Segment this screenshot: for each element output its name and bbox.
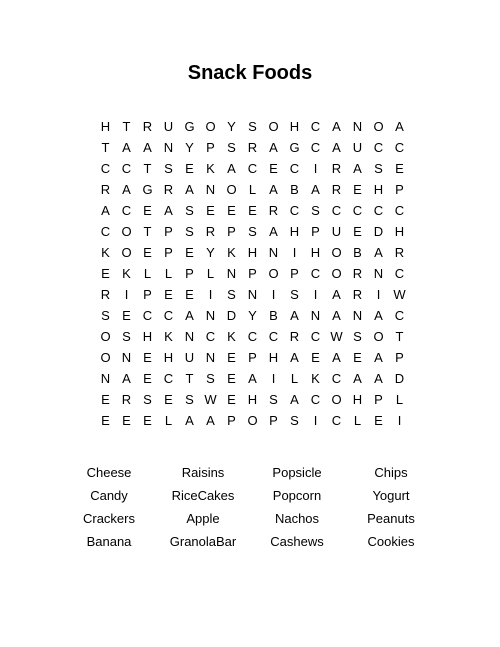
grid-letter: P — [248, 266, 257, 281]
word-list-item: Banana — [86, 534, 132, 549]
grid-letter: B — [353, 245, 362, 260]
grid-letter: C — [121, 161, 132, 176]
grid-letter: N — [226, 266, 237, 281]
grid-letter: R — [142, 119, 153, 134]
grid-letter: S — [164, 161, 173, 176]
grid-letter: E — [227, 203, 236, 218]
grid-letter: C — [121, 203, 132, 218]
grid-letter: S — [248, 224, 257, 239]
grid-letter: E — [101, 266, 110, 281]
word-list-item: Nachos — [274, 511, 320, 526]
grid-letter: A — [290, 308, 299, 323]
grid-letter: W — [330, 329, 343, 344]
grid-letter: I — [313, 287, 318, 302]
grid-letter: A — [353, 371, 362, 386]
page-title: Snack Foods — [187, 62, 313, 84]
grid-letter: K — [164, 329, 173, 344]
grid-letter: H — [142, 329, 153, 344]
grid-letter: R — [352, 287, 363, 302]
grid-letter: E — [227, 392, 236, 407]
grid-letter: G — [289, 140, 300, 155]
grid-letter: Y — [206, 245, 215, 260]
grid-letter: K — [206, 161, 215, 176]
grid-letter: A — [311, 182, 320, 197]
grid-letter: I — [271, 371, 276, 386]
grid-letter: R — [268, 203, 279, 218]
grid-letter: H — [373, 182, 384, 197]
grid-letter: E — [122, 308, 131, 323]
grid-letter: O — [226, 182, 237, 197]
grid-letter: E — [206, 203, 215, 218]
grid-letter: E — [185, 287, 194, 302]
grid-letter: N — [205, 308, 216, 323]
grid-letter: O — [373, 119, 384, 134]
grid-letter: H — [289, 224, 300, 239]
grid-letter: L — [143, 266, 152, 281]
grid-letter: A — [248, 371, 257, 386]
grid-letter: O — [100, 350, 111, 365]
grid-letter: O — [331, 392, 342, 407]
grid-letter: K — [227, 245, 236, 260]
grid-letter: P — [248, 350, 257, 365]
grid-letter: U — [163, 119, 174, 134]
grid-letter: C — [394, 203, 405, 218]
grid-letter: W — [393, 287, 406, 302]
grid-letter: H — [352, 392, 363, 407]
grid-letter: R — [352, 266, 363, 281]
grid-letter: O — [121, 224, 132, 239]
grid-letter: C — [100, 224, 111, 239]
grid-letter: K — [122, 266, 131, 281]
grid-letter: E — [185, 245, 194, 260]
grid-letter: S — [185, 224, 194, 239]
grid-letter: R — [121, 392, 132, 407]
grid-letter: S — [290, 287, 299, 302]
grid-letter: B — [269, 308, 278, 323]
grid-letter: N — [310, 308, 321, 323]
grid-letter: P — [395, 350, 404, 365]
word-list-item: Cashews — [270, 534, 324, 549]
grid-letter: E — [143, 371, 152, 386]
grid-letter: Y — [227, 119, 236, 134]
grid-letter: A — [227, 161, 236, 176]
grid-letter: S — [290, 413, 299, 428]
word-list-item: Cheese — [86, 465, 132, 480]
grid-letter: E — [311, 350, 320, 365]
grid-letter: A — [185, 413, 194, 428]
grid-letter: N — [205, 350, 216, 365]
grid-letter: P — [227, 224, 236, 239]
grid-letter: C — [142, 308, 153, 323]
grid-letter: P — [206, 140, 215, 155]
grid-letter: P — [164, 224, 173, 239]
grid-letter: A — [269, 182, 278, 197]
grid-letter: K — [311, 371, 320, 386]
grid-letter: H — [163, 350, 174, 365]
grid-letter: S — [101, 308, 110, 323]
word-list-item: Raisins — [181, 465, 225, 480]
grid-letter: C — [289, 203, 300, 218]
grid-letter: H — [394, 224, 405, 239]
grid-letter: I — [292, 245, 297, 260]
grid-letter: R — [289, 329, 300, 344]
grid-letter: P — [143, 287, 152, 302]
grid-letter: L — [164, 266, 173, 281]
grid-letter: S — [374, 161, 383, 176]
grid-letter: A — [206, 413, 215, 428]
grid-letter: P — [311, 224, 320, 239]
grid-letter: E — [227, 350, 236, 365]
grid-letter: C — [247, 329, 258, 344]
word-list-item: Candy — [90, 488, 128, 503]
grid-letter: O — [331, 266, 342, 281]
grid-letter: S — [269, 392, 278, 407]
grid-letter: O — [268, 119, 279, 134]
grid-letter: C — [247, 161, 258, 176]
grid-letter: R — [100, 182, 111, 197]
grid-letter: I — [208, 287, 213, 302]
grid-letter: P — [185, 266, 194, 281]
grid-letter: A — [101, 203, 110, 218]
grid-letter: H — [100, 119, 111, 134]
grid-letter: C — [268, 329, 279, 344]
grid-letter: C — [310, 119, 321, 134]
grid-letter: S — [185, 392, 194, 407]
grid-letter: B — [290, 182, 299, 197]
grid-letter: A — [374, 371, 383, 386]
grid-letter: O — [121, 245, 132, 260]
grid-letter: D — [226, 308, 237, 323]
grid-letter: C — [310, 329, 321, 344]
grid-letter: C — [310, 266, 321, 281]
grid-letter: A — [332, 287, 341, 302]
grid-letter: A — [185, 308, 194, 323]
grid-letter: H — [289, 119, 300, 134]
grid-letter: E — [374, 413, 383, 428]
grid-letter: L — [206, 266, 215, 281]
grid-letter: A — [374, 350, 383, 365]
grid-letter: T — [122, 119, 131, 134]
grid-letter: I — [397, 413, 402, 428]
grid-letter: C — [163, 371, 174, 386]
word-list-item: Peanuts — [367, 511, 415, 526]
grid-letter: A — [332, 308, 341, 323]
grid-letter: L — [290, 371, 299, 386]
grid-letter: C — [373, 140, 384, 155]
grid-letter: N — [352, 308, 363, 323]
grid-letter: N — [100, 371, 111, 386]
grid-letter: L — [395, 392, 404, 407]
grid-letter: E — [143, 350, 152, 365]
grid-letter: E — [227, 371, 236, 386]
grid-letter: H — [310, 245, 321, 260]
grid-letter: Y — [248, 308, 257, 323]
grid-letter: I — [313, 161, 318, 176]
grid-letter: E — [101, 392, 110, 407]
word-list-item: RiceCakes — [171, 488, 235, 503]
grid-letter: K — [227, 329, 236, 344]
grid-letter: N — [205, 182, 216, 197]
grid-letter: N — [163, 140, 174, 155]
grid-letter: N — [247, 287, 258, 302]
grid-letter: C — [331, 413, 342, 428]
grid-letter: R — [331, 182, 342, 197]
grid-letter: I — [271, 287, 276, 302]
grid-letter: A — [332, 140, 341, 155]
grid-letter: S — [311, 203, 320, 218]
grid-letter: S — [248, 119, 257, 134]
word-list-item: Cookies — [367, 534, 415, 549]
grid-letter: U — [184, 350, 195, 365]
grid-letter: O — [268, 266, 279, 281]
grid-letter: C — [331, 203, 342, 218]
grid-letter: T — [185, 371, 194, 386]
word-list-item: Popsicle — [272, 465, 322, 480]
grid-letter: G — [184, 119, 195, 134]
grid-letter: E — [185, 161, 194, 176]
grid-letter: K — [101, 245, 110, 260]
grid-letter: R — [394, 245, 405, 260]
grid-letter: N — [352, 119, 363, 134]
grid-letter: H — [247, 245, 258, 260]
grid-letter: E — [164, 287, 173, 302]
grid-letter: D — [373, 224, 384, 239]
grid-letter: S — [227, 140, 236, 155]
grid-letter: H — [268, 350, 279, 365]
grid-letter: S — [227, 287, 236, 302]
grid-letter: O — [247, 413, 258, 428]
grid-letter: L — [248, 182, 257, 197]
grid-letter: S — [143, 392, 152, 407]
grid-letter: A — [269, 224, 278, 239]
grid-letter: C — [394, 308, 405, 323]
grid-letter: R — [205, 224, 216, 239]
grid-letter: O — [331, 245, 342, 260]
grid-letter: C — [100, 161, 111, 176]
grid-letter: A — [353, 161, 362, 176]
grid-letter: E — [143, 413, 152, 428]
grid-letter: A — [374, 245, 383, 260]
word-list-item: Popcorn — [272, 488, 322, 503]
word-list-item: Apple — [186, 511, 220, 526]
grid-letter: A — [143, 140, 152, 155]
grid-letter: S — [206, 371, 215, 386]
grid-letter: C — [394, 266, 405, 281]
word-list-item: GranolaBar — [169, 534, 237, 549]
grid-letter: U — [352, 140, 363, 155]
grid-letter: G — [142, 182, 153, 197]
grid-letter: U — [331, 224, 342, 239]
grid-letter: C — [352, 203, 363, 218]
grid-letter: E — [143, 203, 152, 218]
grid-letter: C — [163, 308, 174, 323]
grid-letter: E — [353, 350, 362, 365]
grid-letter: N — [268, 245, 279, 260]
grid-letter: O — [100, 329, 111, 344]
grid-letter: P — [164, 245, 173, 260]
letter-grid — [95, 116, 410, 431]
grid-letter: C — [310, 140, 321, 155]
grid-letter: T — [395, 329, 404, 344]
grid-letter: E — [269, 161, 278, 176]
grid-letter: A — [395, 119, 404, 134]
grid-letter: S — [353, 329, 362, 344]
grid-letter: A — [122, 182, 131, 197]
grid-letter: P — [227, 413, 236, 428]
grid-letter: N — [184, 329, 195, 344]
grid-letter: S — [122, 329, 131, 344]
grid-letter: O — [205, 119, 216, 134]
grid-letter: P — [395, 182, 404, 197]
grid-letter: A — [185, 182, 194, 197]
grid-letter: I — [124, 287, 129, 302]
grid-letter: A — [122, 371, 131, 386]
grid-letter: N — [121, 350, 132, 365]
grid-letter: C — [289, 161, 300, 176]
grid-letter: A — [290, 392, 299, 407]
grid-letter: E — [353, 224, 362, 239]
grid-letter: C — [205, 329, 216, 344]
grid-letter: P — [269, 413, 278, 428]
grid-letter: E — [248, 203, 257, 218]
grid-letter: T — [143, 161, 152, 176]
grid-letter: E — [143, 245, 152, 260]
grid-letter: R — [163, 182, 174, 197]
word-list — [62, 461, 438, 553]
grid-letter: E — [395, 161, 404, 176]
grid-letter: L — [353, 413, 362, 428]
grid-letter: O — [373, 329, 384, 344]
grid-letter: D — [394, 371, 405, 386]
grid-letter: W — [204, 392, 217, 407]
grid-letter: A — [374, 308, 383, 323]
grid-letter: S — [185, 203, 194, 218]
grid-letter: T — [101, 140, 110, 155]
grid-letter: R — [247, 140, 258, 155]
grid-letter: A — [332, 119, 341, 134]
grid-letter: C — [373, 203, 384, 218]
word-list-item: Chips — [374, 465, 408, 480]
grid-letter: Y — [185, 140, 194, 155]
grid-letter: A — [164, 203, 173, 218]
grid-letter: E — [101, 413, 110, 428]
grid-letter: P — [290, 266, 299, 281]
grid-letter: A — [269, 140, 278, 155]
grid-letter: C — [394, 140, 405, 155]
grid-letter: R — [331, 161, 342, 176]
grid-letter: I — [376, 287, 381, 302]
grid-letter: A — [122, 140, 131, 155]
word-list-item: Crackers — [82, 511, 135, 526]
grid-letter: C — [331, 371, 342, 386]
grid-letter: A — [332, 350, 341, 365]
grid-letter: I — [313, 413, 318, 428]
grid-letter: P — [374, 392, 383, 407]
grid-letter: E — [164, 392, 173, 407]
grid-letter: T — [143, 224, 152, 239]
grid-letter: H — [247, 392, 258, 407]
grid-letter: L — [164, 413, 173, 428]
grid-letter: E — [122, 413, 131, 428]
word-list-item: Yogurt — [372, 488, 410, 503]
grid-letter: C — [310, 392, 321, 407]
grid-letter: R — [100, 287, 111, 302]
grid-letter: A — [290, 350, 299, 365]
grid-letter: N — [373, 266, 384, 281]
grid-letter: E — [353, 182, 362, 197]
